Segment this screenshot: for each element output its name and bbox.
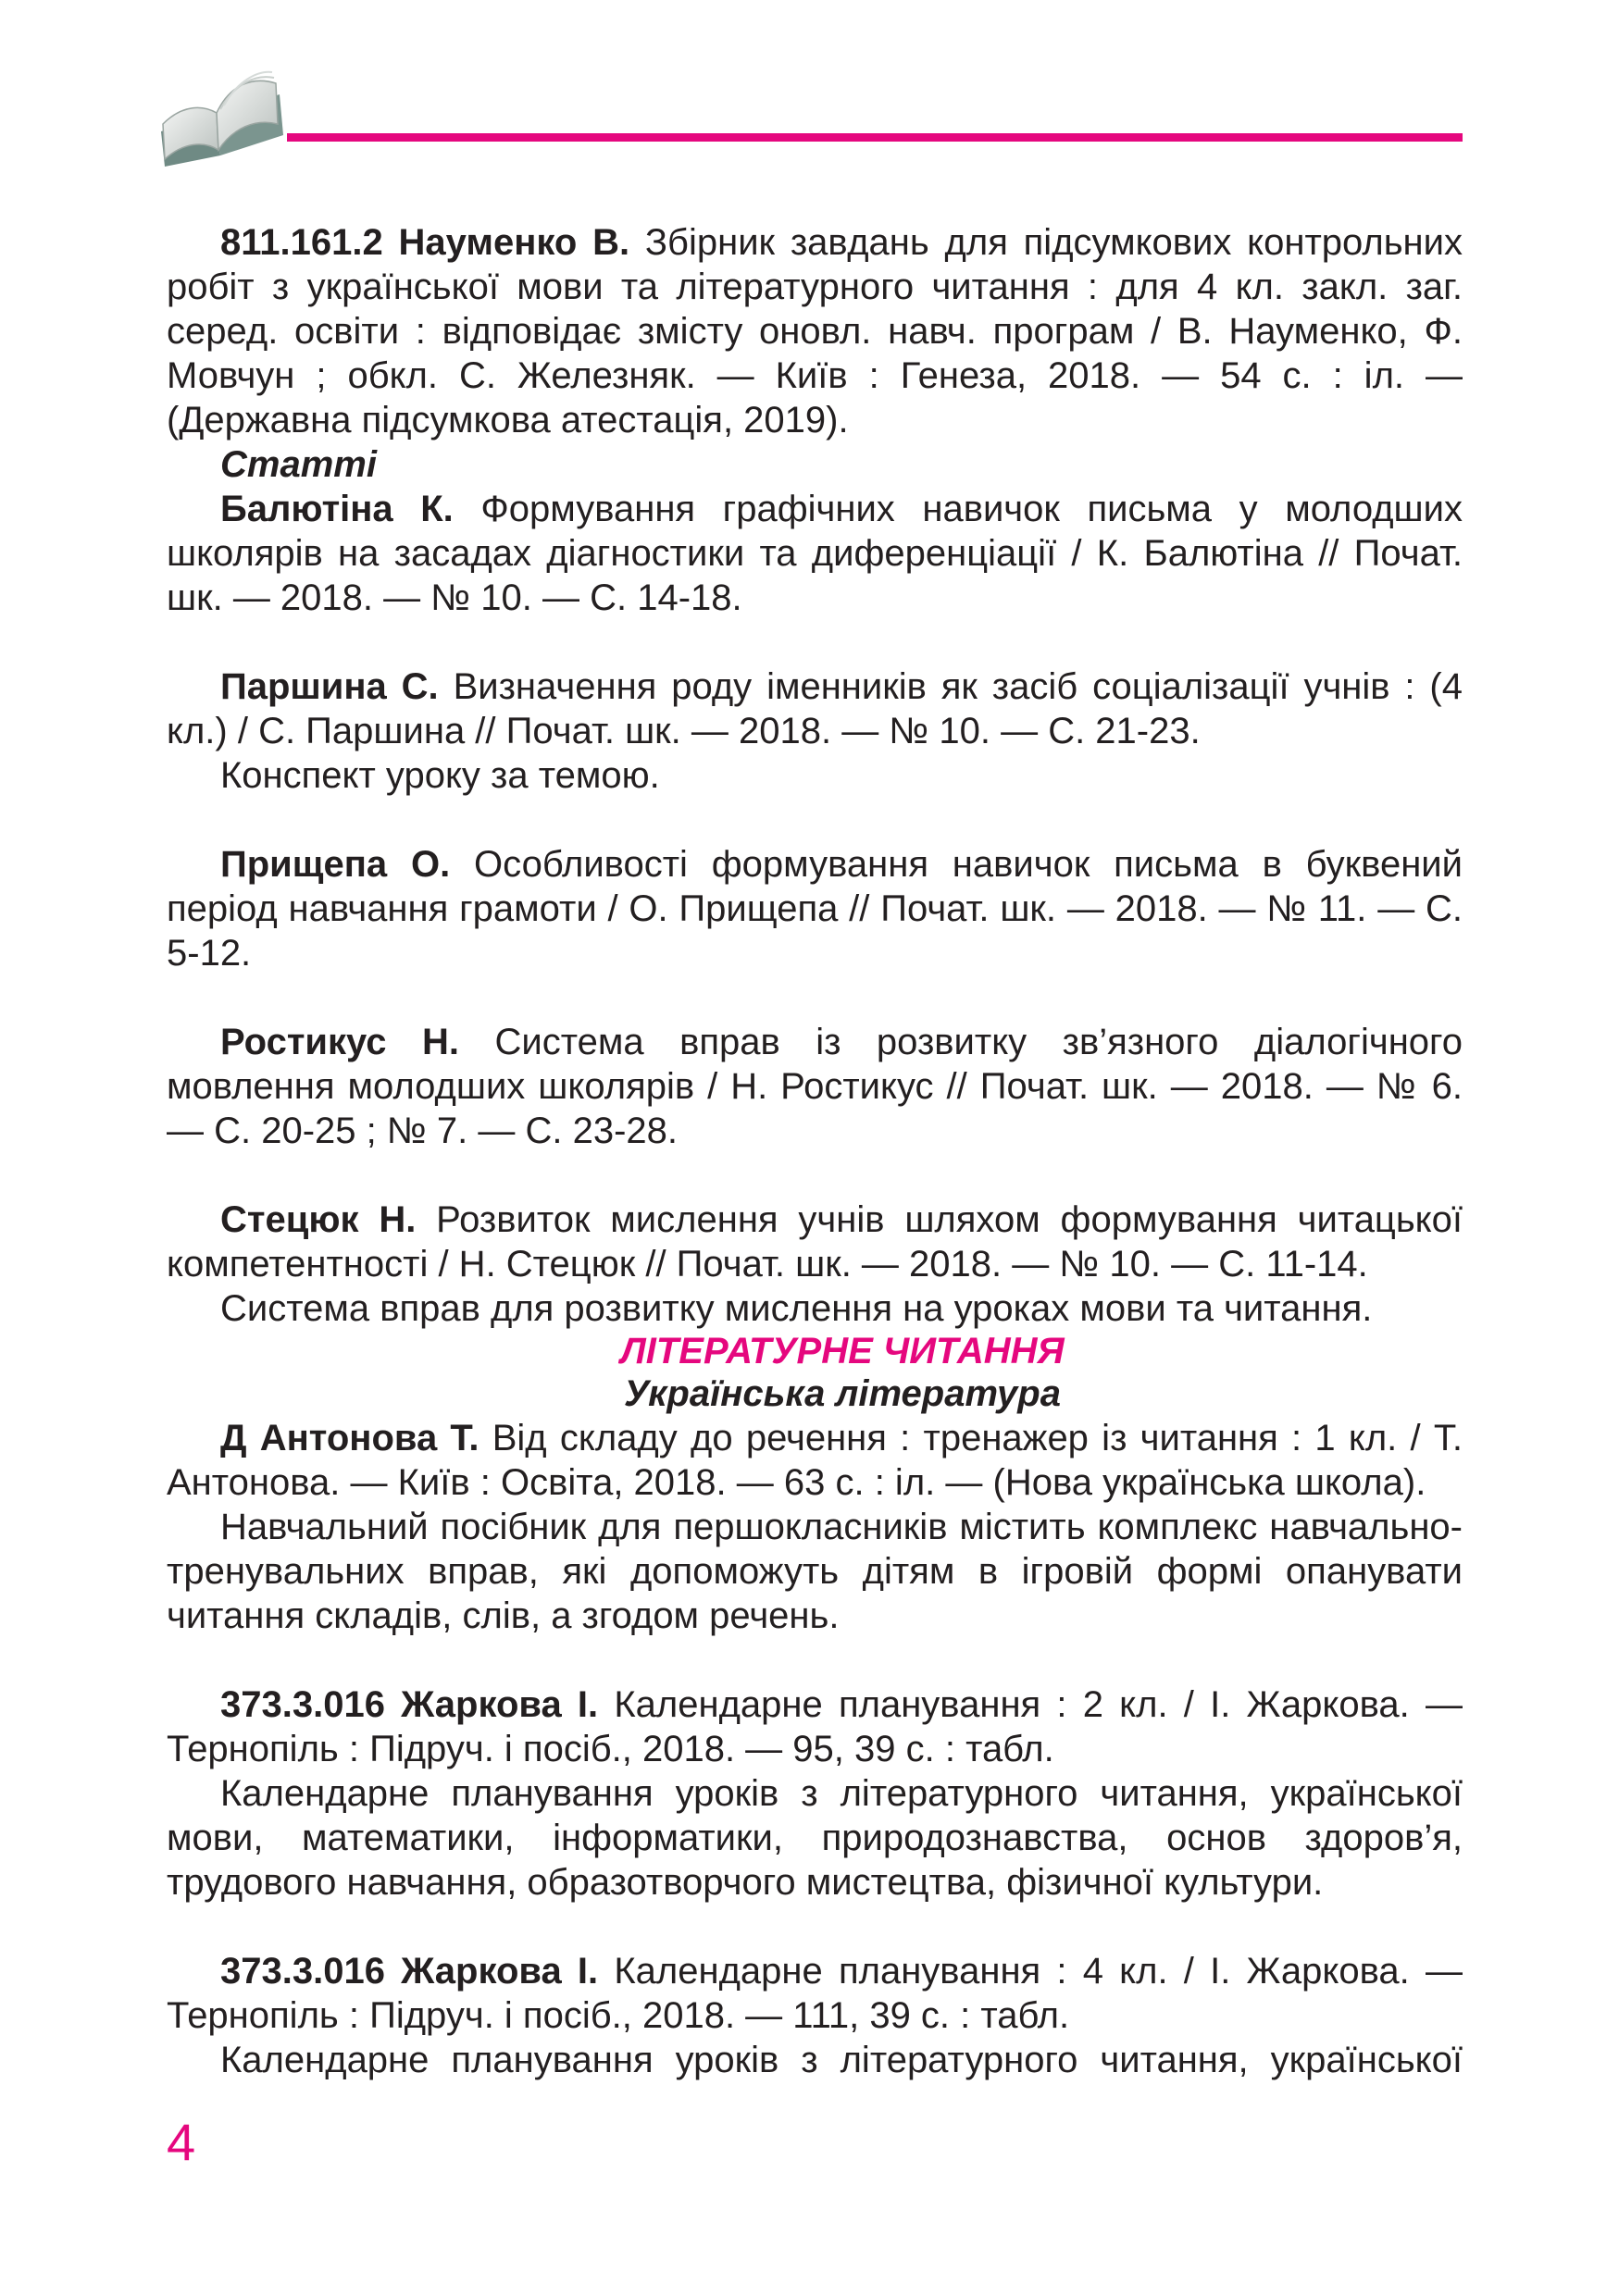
entry-lead: Прищепа О. bbox=[220, 844, 451, 885]
entry-lead: 811.161.2 Науменко В. bbox=[220, 222, 630, 263]
entry-annotation: Навчальний посібник для першокласників містить комплекс навчально-тренувальних вправ, які допоможуть дітям в ігровій формі опанувати читання складів, слів, а згодом речень. bbox=[167, 1507, 1463, 1636]
entry-annotation: Календарне планування уроків з літературного читання, української мови, математики, інформатики, природознавства, основ здоров’я, трудового навчання, образотворчого мистецтва, фізичної культури. bbox=[167, 1773, 1463, 1903]
entry-text: Формування графічних навичок письма у молодших школярів на засадах діагностики та диференціації / К. Балютіна // Почат. шк. — 2018. — № 10. — С. 14-18. bbox=[167, 489, 1463, 618]
entry-lead: 373.3.016 Жаркова І. bbox=[220, 1951, 599, 1992]
entry-text: Календарне планування : 2 кл. / І. Жаркова. — Тернопіль : Підруч. і посіб., 2018. — 95, 39 с. : табл. bbox=[167, 1684, 1463, 1769]
entry-pryshchepa bbox=[167, 842, 1463, 975]
section-title: ЛІТЕРАТУРНЕ ЧИТАННЯ bbox=[620, 1331, 1065, 1371]
page-body bbox=[167, 220, 1463, 2082]
entry-text: Від складу до речення : тренажер із читання : 1 кл. / Т. Антонова. — Київ : Освіта, 2018. — 63 с. : іл. — (Нова українська школа). bbox=[167, 1418, 1463, 1503]
entry-zharkova-2 bbox=[167, 1682, 1463, 1771]
entry-lead: Стецюк Н. bbox=[220, 1199, 417, 1240]
entry-text: Особливості формування навичок письма в буквений період навчання грамоти / О. Прищепа // Почат. шк. — 2018. — № 11. — С. 5-12. bbox=[167, 844, 1463, 974]
articles-heading: Статті bbox=[220, 444, 377, 485]
entry-rostykus bbox=[167, 1020, 1463, 1153]
entry-lead: 373.3.016 Жаркова І. bbox=[220, 1684, 599, 1725]
entry-text: Система вправ із розвитку зв’язного діалогічного мовлення молодших школярів / Н. Ростикус // Почат. шк. — 2018. — № 6. — С. 20-25 ; № 7. — С. 23-28. bbox=[167, 1022, 1463, 1151]
entry-lead: Паршина С. bbox=[220, 666, 439, 707]
entry-annotation: Конспект уроку за темою. bbox=[220, 755, 660, 796]
entry-annotation: Система вправ для розвитку мислення на уроках мови та читання. bbox=[220, 1288, 1373, 1329]
entry-lead: Балютіна К. bbox=[220, 489, 454, 529]
entry-naumenko bbox=[167, 220, 1463, 442]
entry-text: Розвиток мислення учнів шляхом формування читацької компетентності / Н. Стецюк // Почат. шк. — 2018. — № 10. — С. 11-14. bbox=[167, 1199, 1463, 1285]
entry-text: Визначення роду іменників як засіб соціалізації учнів : (4 кл.) / С. Паршина // Почат. шк. — 2018. — № 10. — С. 21-23. bbox=[167, 666, 1463, 751]
entry-stetsiuk bbox=[167, 1198, 1463, 1286]
entry-text: Календарне планування : 4 кл. / І. Жаркова. — Тернопіль : Підруч. і посіб., 2018. — 111, 39 с. : табл. bbox=[167, 1951, 1463, 2036]
open-book-icon bbox=[156, 67, 285, 168]
entry-lead: Д Антонова Т. bbox=[220, 1418, 479, 1458]
entry-zharkova-4 bbox=[167, 1949, 1463, 2038]
entry-text: Збірник завдань для підсумкових контрольних робіт з української мови та літературного читання : для 4 кл. закл. заг. серед. освіти : відповідає змісту оновл. навч. програм / В. Науменко, Ф. Мовчун ; обкл. С. Железняк. — Київ : Генеза, 2018. — 54 с. : іл. — (Державна підсумкова атестація, 2019). bbox=[167, 222, 1463, 441]
header-rule bbox=[287, 133, 1463, 142]
entry-annotation: Календарне планування уроків з літературного читання, української bbox=[220, 2040, 1463, 2080]
entry-lead: Ростикус Н. bbox=[220, 1022, 460, 1062]
entry-antonova bbox=[167, 1416, 1463, 1505]
page-number: 4 bbox=[167, 2113, 196, 2171]
entry-parshyna bbox=[167, 664, 1463, 753]
section-subtitle: Українська література bbox=[624, 1373, 1061, 1414]
entry-balyutina bbox=[167, 487, 1463, 620]
page-header bbox=[0, 0, 1619, 185]
